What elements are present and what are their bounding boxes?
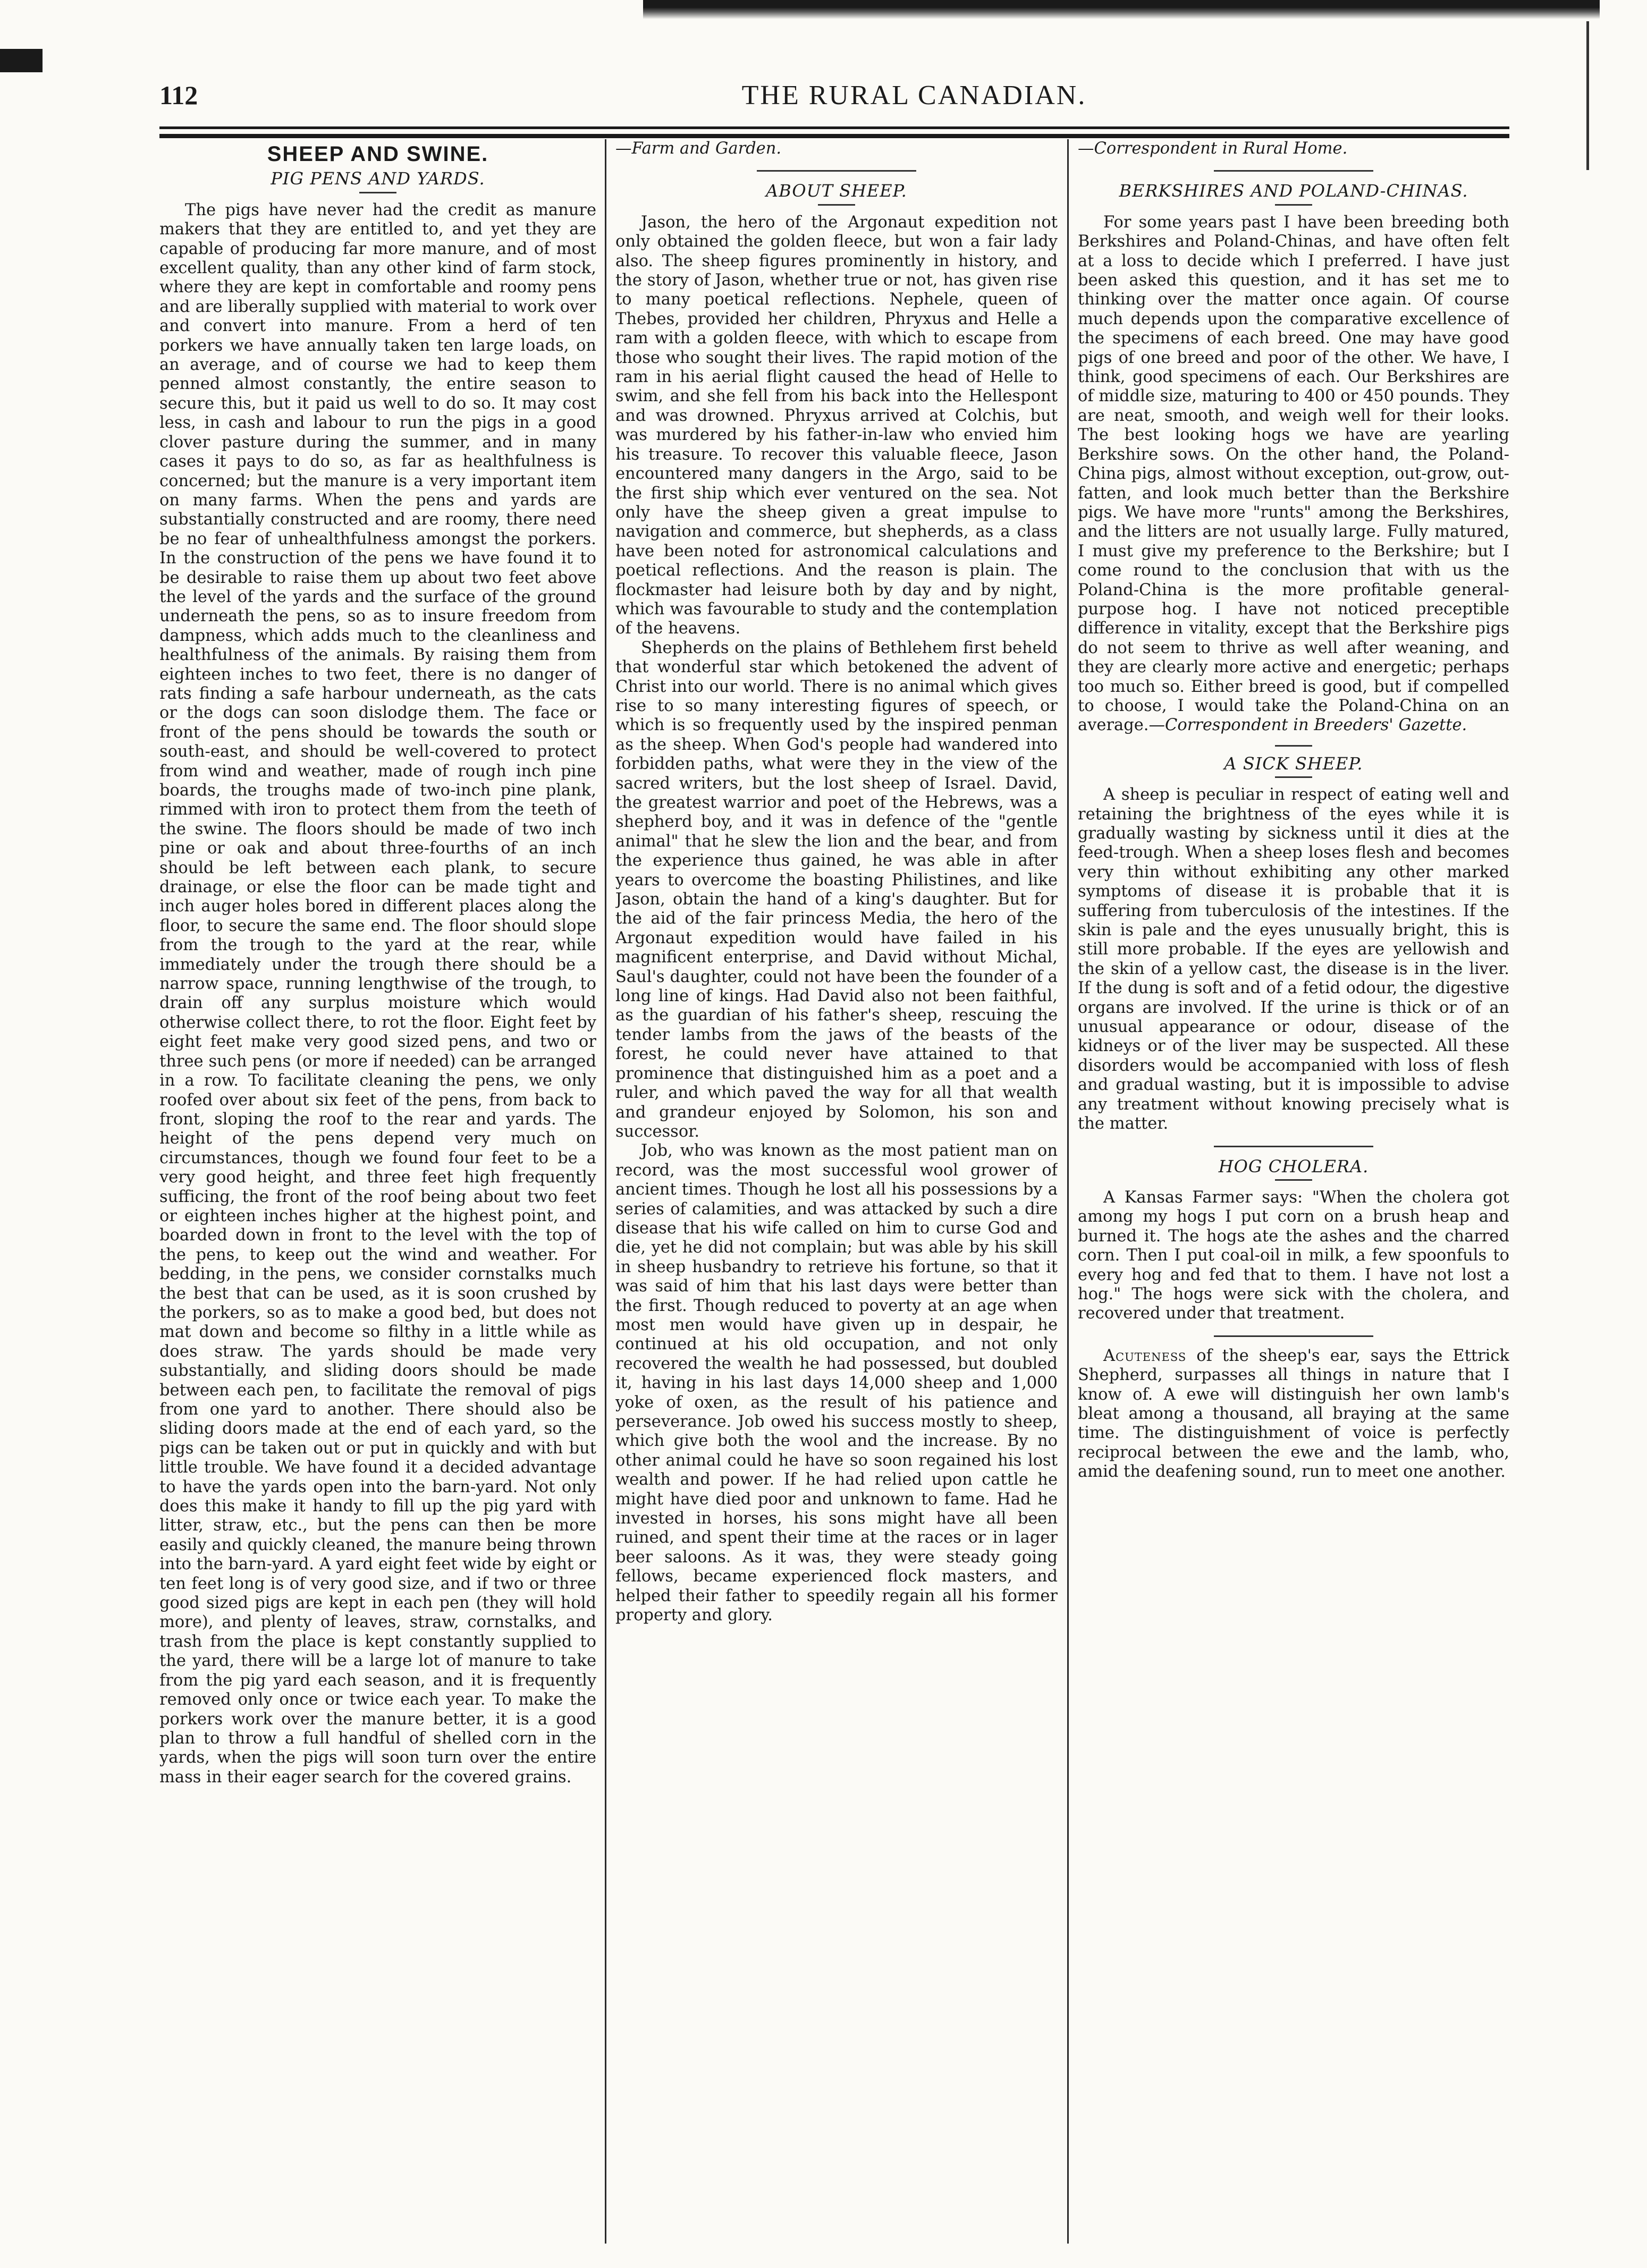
title-rule <box>1275 776 1312 778</box>
page-header <box>159 80 1509 122</box>
about-sheep-paragraph-3-continued: —Correspondent in Rural Home. <box>1078 139 1348 158</box>
about-sheep-paragraph-1: Jason, the hero of the Argonaut expedition not only obtained the golden fleece, but won a fair lady also. The sheep figures prominently in history, and the story of Jason, whether true or not, has given rise to many poetical reflections. Nephele, queen of Thebes, provided her children, Phryxus and Helle a ram with a golden fleece, with which to escape from those who sought their lives. The rapid motion of the ram in his aerial flight caused the head of Helle to swim, and she fell from his back into the Hellespont and was drowned. Phryxus arrived at Colchis, but was murdered by his father-in-law who envied him his treasure. To recover this valuable fleece, Jason encountered many dangers in the Argo, said to be the first ship which ever ventured on the sea. Not only have the sheep given a great impulse to navigation and commerce, but shepherds, as a class have been noted for astronomical calculations and poetical reflections. And the reason is plain. The flockmaster had leisure both by day and by night, which was favourable to study and the contemplation of the heavens. <box>615 213 1058 638</box>
article-body-pig-pens: The pigs have never had the credit as manure makers that they are entitled to, and yet they are capable of producing far more manure, and of most excellent quality, than any other kind of farm stock, where they are kept in comfortable and roomy pens and are liberally supplied with material to work over and convert into manure. From a herd of ten porkers we have annually taken ten large loads, on an average, and of course we had to keep them penned almost constantly, the entire season to secure this, but it paid us well to do so. It may cost less, in cash and labour to run the pigs in a good clover pasture during the summer, and in many cases it pays to do so, as far as healthfulness is concerned; but the manure is a very important item on many farms. When the pens and yards are substantially constructed and are roomy, there need be no fear of unhealthfulness amongst the porkers. In the construction of the pens we have found it to be desirable to raise them up about two feet above the level of the yards and the surface of the ground underneath the pens, so as to insure freedom from dampness, which adds much to the cleanliness and healthfulness of the animals. By raising them from eighteen inches to two feet, there is no danger of rats finding a safe harbour underneath, as the cats or the dogs can soon dislodge them. The face or front of the pens should be towards the south or south-east, and should be well-covered to protect from wind and weather, made of rough inch pine boards, the troughs made of two-inch pine plank, rimmed with iron to protect them from the teeth of the swine. The floors should be made of two inch pine or oak and about three-fourths of an inch should be left between each plank, to secure drainage, or else the floor can be made tight and inch auger holes bored in different places along the floor, to secure the same end. The floor should slope from the trough to the yard at the rear, while immediately under the trough there should be a narrow space, running lengthwise of the trough, to drain off any surplus moisture which would otherwise collect there, to rot the floor. Eight feet by eight feet make very good sized pens, and two or three such pens (or more if needed) can be arranged in a row. To facilitate cleaning the pens, we only roofed over about six feet of the pens, from back to front, sloping the roof to the rear and yards. The height of the pens depend very much on circumstances, though we found four feet to be a very good height, and three feet high frequently sufficing, the front of the roof being about two feet or eighteen inches higher at the highest point, and boarded down in front to the level with the top of the pens, to keep out the wind and weather. For bedding, in the pens, we consider cornstalks much the best that can be used, as it is soon crushed by the porkers, so as to make a good bed, but does not mat down and become so filthy in a little while as does straw. The yards should be made very substantially, and sliding doors should be made between each pen, to facilitate the removal of pigs from one yard to another. There should also be sliding doors made at the end of each yard, so the pigs can be taken out or put in quickly and with but little trouble. We have found it a decided advantage to have the yards open into the barn-yard. Not only does this make it handy to fill up the pig yard with litter, straw, etc., but the pens can then be more easily and quickly cleaned, the manure being thrown into the barn-yard. A yard eight feet wide by eight or ten feet long is of very good size, and if two or three good sized pigs are kept in each pen (they will hold more), and plenty of leaves, straw, cornstalks, and trash from the place is kept constantly supplied to the yard, there will be a large lot of manure to take from the pig yard each season, and it is frequently removed only once or twice each year. To make the porkers work over the manure better, it is a good plan to throw a full handful of shelled corn in the yards, when the pigs will soon turn over the entire mass in their eager search for the covered grains. <box>159 200 596 1787</box>
section-title: SHEEP AND SWINE. <box>267 142 489 166</box>
article-source-pig-pens: Farm and Garden. <box>631 139 782 158</box>
acuteness-text: of the sheep's ear, says the Ettrick Shepherd, surpasses all things in nature that I know of. A ewe will distinguish her own lamb's bleat among a thousand, all braying at the same time. The distinguishment of voice is perfectly reciprocal between the ewe and the lamb, who, amid the deafening sound, run to meet one another. <box>1078 1346 1509 1482</box>
about-sheep-paragraph-3: Job, who was known as the most patient man on record, was the most successful wool grower of ancient times. Though he lost all his possessions by a series of calamities, and was attacked by such a dire disease that his wife called on him to curse God and die, yet he did not complain; but was able by his skill in sheep husbandry to retrieve his fortune, so that it was said of him that his last days were better than the first. Though reduced to poverty at an age when most men would have given up in despair, he continued at his old occupation, and not only recovered the wealth he had possessed, but doubled it, having in his last days 14,000 sheep and 1,000 yoke of oxen, as the result of his patience and perseverance. Job owed his success mostly to sheep, which give both the wool and the increase. By no other animal could he have so soon regained his lost wealth and power. If he had relied upon cattle he might have died poor and unknown to fame. Had he invested in horses, his sons might have all been ruined, and spent their time at the races or in lager beer saloons. As it was, they were steady going fellows, became experienced flock masters, and helped their father to speedily regain all his former property and glory. <box>615 1141 1058 1625</box>
masthead-title: THE RURAL CANADIAN. <box>741 80 1087 111</box>
article-body-sick-sheep: A sheep is peculiar in respect of eating well and retaining the brightness of the eyes while it is gradually wasting by sickness until it dies at the feed-trough. When a sheep loses flesh and becomes very thin without exhibiting any other marked symptoms of disease it is probable that it is suffering from tuberculosis of the intestines. If the skin is pale and the eyes unusually bright, this is still more probable. If the eyes are yellowish and the skin of a yellow cast, the disease is in the liver. If the dung is soft and of a fetid odour, the digestive organs are involved. If the urine is thick or of an unusual appearance or odour, disease of the kidneys or of the liver may be suspected. All these disorders would be accompanied with loss of flesh and gradual wasting, but it is impossible to advise any treatment without knowing precisely what is the matter. <box>1078 785 1509 1133</box>
article-rule <box>1214 1146 1373 1147</box>
article-source-berkshires: Correspondent in Breeders' Gazette. <box>1165 716 1467 735</box>
title-rule <box>359 192 396 193</box>
berkshires-text: For some years past I have been breeding both Berkshires and Poland-Chinas, and have often felt at a loss to decide which I preferred. I have just been asked this question, and it has set me to thinking over the matter once again. Of course much depends upon the comparative excellence of the specimens of each breed. One may have good pigs of one breed and poor of the other. We have, I think, good specimens of each. Our Berkshires are of middle size, maturing to 400 or 450 pounds. They are neat, smooth, and weigh well for their looks. The best looking hogs we have are yearling Berkshire sows. On the other hand, the Poland-China pigs, almost without exception, out-grow, out-fatten, and look much better than the Berkshire pigs. We have more "runts" among the Berkshires, and the litters are not usually large. Fully matured, I must give my preference to the Berkshire; but I come round to the conclusion that with us the Poland-China is the more profitable general-purpose hog. I have not noticed preceptible difference in vitality, except that the Berkshire pigs do not seem to thrive as well after weaning, and they are clearly more active and energetic; perhaps too much so. Either breed is good, but if compelled to choose, I would take the Poland-China on an average. <box>1078 213 1509 735</box>
article-title-pig-pens: PIG PENS AND YARDS. <box>271 168 485 189</box>
article-source-about-sheep: Correspondent in Rural Home. <box>1094 139 1348 158</box>
header-rule <box>159 126 1509 138</box>
about-sheep-paragraph-2: Shepherds on the plains of Bethlehem first beheld that wonderful star which betokened the advent of Christ into our world. There is no animal which gives rise to so many interesting figures of speech, or which is so frequently used by the inspired penman as the sheep. When God's people had wandered into forbidden paths, what were they in the view of the sacred writers, but the lost sheep of Israel. David, the greatest warrior and poet of the Hebrews, was a shepherd boy, and it was in defence of the "gentle animal" that he slew the lion and the bear, and from the experience thus gained, he was able in after years to overcome the boasting Philistines, and like Jason, obtain the hand of a king's daughter. But for the aid of the fair princess Media, the hero of the Argonaut expedition would have failed in his magnificent enterprise, and David without Michal, Saul's daughter, could not have been the founder of a long line of kings. Had David also not been faithful, as the guardian of his father's sheep, rescuing the tender lambs from the jaws of the beasts of the forest, he could never have attained to that prominence that distinguished him as a poet and a ruler, and which paved the way for all that wealth and grandeur enjoyed by Solomon, his son and successor. <box>615 638 1058 1141</box>
top-edge-band <box>643 0 1600 19</box>
article-body-pig-pens-continued: —Farm and Garden. <box>615 139 782 158</box>
article-body-acuteness <box>1078 1347 1509 1482</box>
article-body-hog-cholera: A Kansas Farmer says: "When the cholera got among my hogs I put corn on a brush heap and burned it. The hogs ate the ashes and the charred corn. Then I put coal-oil in milk, a few spoonfuls to every hog and fed that to them. I have not lost a hog." The hogs were sick with the cholera, and recovered under that treatment. <box>1078 1188 1509 1323</box>
column-divider <box>1067 139 1069 2244</box>
right-edge-mark <box>1586 21 1589 170</box>
title-rule <box>1275 1179 1312 1181</box>
corner-scan-mark <box>0 49 43 72</box>
acuteness-lead: Acuteness <box>1103 1346 1187 1365</box>
article-body-berkshires: For some years past I have been breeding both Berkshires and Poland-Chinas, and have often felt at a loss to decide which I preferred. I have just been asked this question, and it has set me to thinking over the matter once again. Of course much depends upon the comparative excellence of the specimens of each breed. One may have good pigs of one breed and poor of the other. We have, I think, good specimens of each. Our Berkshires are of middle size, maturing to 400 or 450 pounds. They are neat, smooth, and weigh well for their looks. The best looking hogs we have are yearling Berkshire sows. On the other hand, the Poland-China pigs, almost without exception, out-grow, out-fatten, and look much better than the Berkshire pigs. We have more "runts" among the Berkshires, and the litters are not usually large. Fully matured, I must give my preference to the Berkshire; but I come round to the conclusion that with us the Poland-China is the more profitable general-purpose hog. I have not noticed preceptible difference in vitality, except that the Berkshire pigs do not seem to thrive as well after weaning, and they are clearly more active and energetic; perhaps too much so. Either breed is good, but if compelled to choose, I would take the Poland-China on an average.—Correspondent in Breeders' Gazette. <box>1078 213 1509 735</box>
article-rule <box>757 170 916 172</box>
column-2 <box>615 139 1058 2228</box>
article-title-sick-sheep: A SICK SHEEP. <box>1224 753 1363 774</box>
article-title-berkshires: BERKSHIRES AND POLAND-CHINAS. <box>1119 181 1468 201</box>
title-rule <box>1275 204 1312 206</box>
article-title-about-sheep: ABOUT SHEEP. <box>766 181 907 201</box>
column-divider <box>605 139 606 2244</box>
article-rule <box>1214 170 1373 172</box>
page-number: 112 <box>159 80 198 110</box>
article-title-hog-cholera: HOG CHOLERA. <box>1218 1156 1369 1177</box>
article-rule <box>1275 745 1312 747</box>
article-rule <box>1214 1335 1373 1337</box>
title-rule <box>818 204 855 206</box>
column-1 <box>159 139 596 2228</box>
column-3 <box>1078 139 1509 2228</box>
